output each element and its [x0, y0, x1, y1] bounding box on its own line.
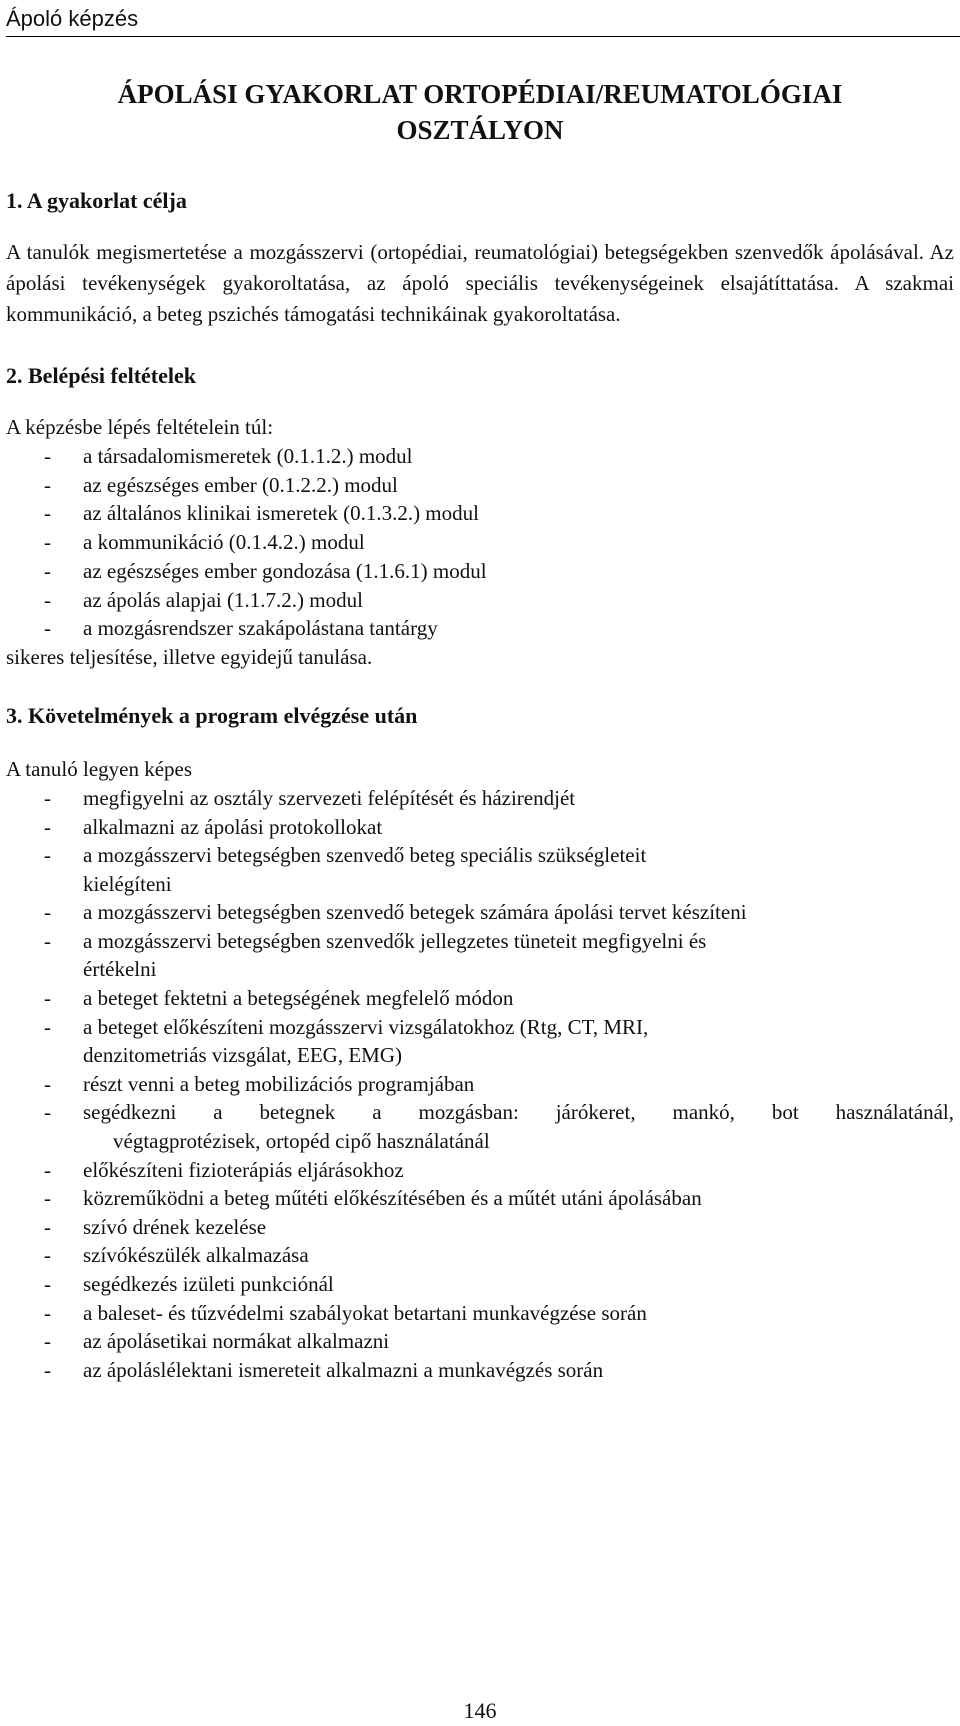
- list-item: - az egészséges ember (0.1.2.2.) modul: [6, 471, 954, 500]
- list-item-continuation: értékelni: [83, 957, 157, 982]
- list-item: - közreműködni a beteg műtéti előkészítésében és a műtét utáni ápolásában: [6, 1184, 954, 1213]
- list-item: [6, 841, 954, 898]
- list-item: - a mozgásszervi betegségben szenvedő betegek számára ápolási tervet készíteni: [6, 898, 954, 927]
- list-item: - az általános klinikai ismeretek (0.1.3.2.) modul: [6, 499, 954, 528]
- title-line-2: OSZTÁLYON: [396, 115, 564, 145]
- list-item: [6, 1013, 954, 1070]
- list-item: [6, 927, 954, 984]
- entry-requirements-list: [6, 442, 954, 643]
- list-item-text: a beteget előkészíteni mozgásszervi vizsgálatokhoz (Rtg, CT, MRI,: [83, 1014, 649, 1039]
- list-item: - alkalmazni az ápolási protokollokat: [6, 813, 954, 842]
- section-2-heading: 2. Belépési feltételek: [6, 363, 196, 388]
- list-item: - szívó drének kezelése: [6, 1213, 954, 1242]
- section-3-heading: 3. Követelmények a program elvégzése után: [6, 702, 418, 728]
- requirements-list: [6, 784, 954, 1384]
- running-header: [6, 4, 960, 37]
- page-number: 146: [463, 1698, 497, 1723]
- list-item: - az ápolás alapjai (1.1.7.2.) modul: [6, 586, 954, 615]
- list-item-text: - segédkezni a betegnek a mozgásban: járókeret, mankó, bot használatánál,: [83, 1100, 954, 1125]
- section-1-paragraph: A tanulók megismertetése a mozgásszervi (ortopédiai, reumatológiai) betegségekben szenvedők ápolásával. Az ápolási tevékenységek gyakoroltatása, az ápoló speciális tevékenységeinek elsajátíttatása. A szakmai kommunikáció, a beteg pszichés támogatási technikáinak gyakoroltatása.: [6, 240, 954, 326]
- list-item-continuation: végtagprotézisek, ortopéd cipő használatánál: [113, 1129, 490, 1154]
- list-item: - a mozgásrendszer szakápolástana tantárgy: [6, 614, 954, 643]
- list-item: - a baleset- és tűzvédelmi szabályokat betartani munkavégzése során: [6, 1299, 954, 1328]
- section-1-heading: 1. A gyakorlat célja: [6, 188, 187, 213]
- document-title: [6, 76, 954, 148]
- list-item: - megfigyelni az osztály szervezeti felépítését és házirendjét: [6, 784, 954, 813]
- list-item: - előkészíteni fizioterápiás eljárásokhoz: [6, 1156, 954, 1185]
- document-body: [6, 76, 954, 1384]
- title-line-1: ÁPOLÁSI GYAKORLAT ORTOPÉDIAI/REUMATOLÓGIAI: [117, 79, 843, 109]
- section-3-intro: A tanuló legyen képes: [6, 756, 193, 781]
- header-title: Ápoló képzés: [6, 6, 139, 31]
- list-item: - részt venni a beteg mobilizációs programjában: [6, 1070, 954, 1099]
- section-2-intro: A képzésbe lépés feltételein túl:: [6, 415, 274, 439]
- list-item: - a beteget fektetni a betegségének megfelelő módon: [6, 984, 954, 1013]
- list-item-continuation: kielégíteni: [83, 871, 172, 896]
- list-item: - az ápolásetikai normákat alkalmazni: [6, 1327, 954, 1356]
- list-item: - a kommunikáció (0.1.4.2.) modul: [6, 528, 954, 557]
- list-item: - az egészséges ember gondozása (1.1.6.1) modul: [6, 557, 954, 586]
- list-item-continuation: denzitometriás vizsgálat, EEG, EMG): [83, 1043, 402, 1068]
- list-item: [6, 1098, 954, 1155]
- list-item: - segédkezés izületi punkciónál: [6, 1270, 954, 1299]
- list-item-text: a mozgásszervi betegségben szenvedő beteg speciális szükségleteit: [83, 843, 647, 868]
- list-item: - a társadalomismeretek (0.1.1.2.) modul: [6, 442, 954, 471]
- list-item: - az ápoláslélektani ismereteit alkalmazni a munkavégzés során: [6, 1356, 954, 1385]
- list-item: - szívókészülék alkalmazása: [6, 1241, 954, 1270]
- list-item-text: a mozgásszervi betegségben szenvedők jellegzetes tüneteit megfigyelni és: [83, 928, 707, 953]
- section-2-closing: sikeres teljesítése, illetve egyidejű tanulása.: [6, 644, 373, 669]
